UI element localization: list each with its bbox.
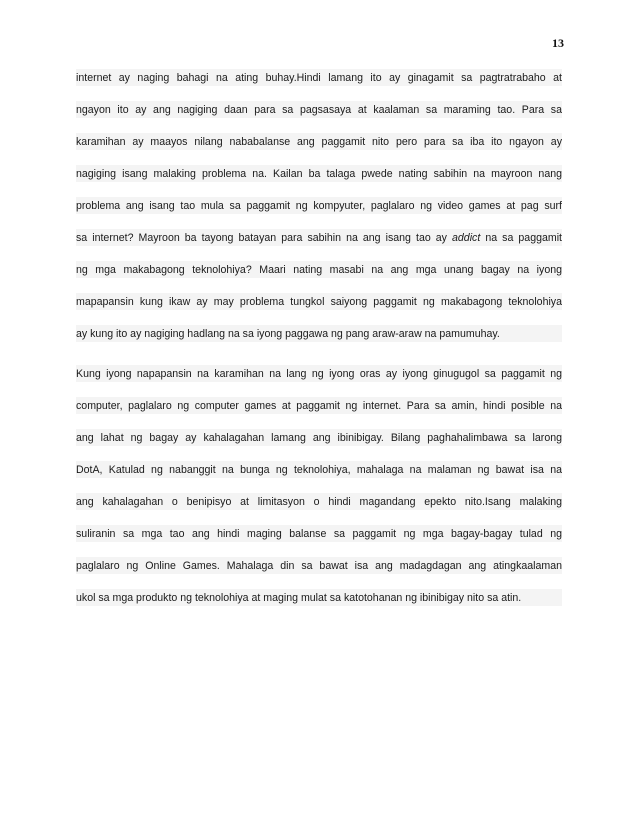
text-segment: na sa paggamit <box>480 232 562 244</box>
text-line: paglalaro ng Online Games. Mahalaga din sa bawat isa ang madagdagan ang atingkaalaman <box>76 550 562 582</box>
text-line: ay kung ito ay nagiging hadlang na sa iyong paggawa ng pang araw-araw na pamumuhay. <box>76 318 562 350</box>
text-line: computer, paglalaro ng computer games at paggamit ng internet. Para sa amin, hindi posible na <box>76 390 562 422</box>
text-line: internet ay naging bahagi na ating buhay.Hindi lamang ito ay ginagamit sa pagtratrabaho at <box>76 62 562 94</box>
text-line: karamihan ay maayos nilang nababalanse ang paggamit nito pero para sa iba ito ngayon ay <box>76 126 562 158</box>
text-line: ang kahalagahan o benipisyo at limitasyon o hindi magandang epekto nito.Isang malaking <box>76 486 562 518</box>
text-line-with-italic <box>76 222 562 254</box>
text-line: ang lahat ng bagay ay kahalagahan lamang ang ibinibigay. Bilang paghahalimbawa sa larong <box>76 422 562 454</box>
paragraph-2 <box>76 358 562 614</box>
text-segment: sa internet? Mayroon ba tayong batayan para sabihin na ang isang tao ay <box>76 232 453 244</box>
italic-term: addict <box>452 232 481 244</box>
text-line: suliranin sa mga tao ang hindi maging balanse sa paggamit ng mga bagay-bagay tulad ng <box>76 518 562 550</box>
text-line: ngayon ito ay ang nagiging daan para sa pagsasaya at kaalaman sa maraming tao. Para sa <box>76 94 562 126</box>
text-line: ng mga makabagong teknolohiya? Maari nating masabi na ang mga unang bagay na iyong <box>76 254 562 286</box>
text-line: Kung iyong napapansin na karamihan na lang ng iyong oras ay iyong ginugugol sa paggamit ng <box>76 358 562 390</box>
text-line: problema ang isang tao mula sa paggamit ng kompyuter, paglalaro ng video games at pag surf <box>76 190 562 222</box>
text-line: nagiging isang malaking problema na. Kailan ba talaga pwede nating sabihin na mayroon nang <box>76 158 562 190</box>
text-line: ukol sa mga produkto ng teknolohiya at maging mulat sa katotohanan ng ibinibigay nito sa atin. <box>76 582 562 614</box>
paragraph-1 <box>76 62 562 350</box>
text-line: DotA, Katulad ng nabanggit na bunga ng teknolohiya, mahalaga na malaman ng bawat isa na <box>76 454 562 486</box>
text-line: mapapansin kung ikaw ay may problema tungkol saiyong paggamit ng makabagong teknolohiya <box>76 286 562 318</box>
document-body <box>76 62 562 622</box>
page-number: 13 <box>552 36 564 50</box>
